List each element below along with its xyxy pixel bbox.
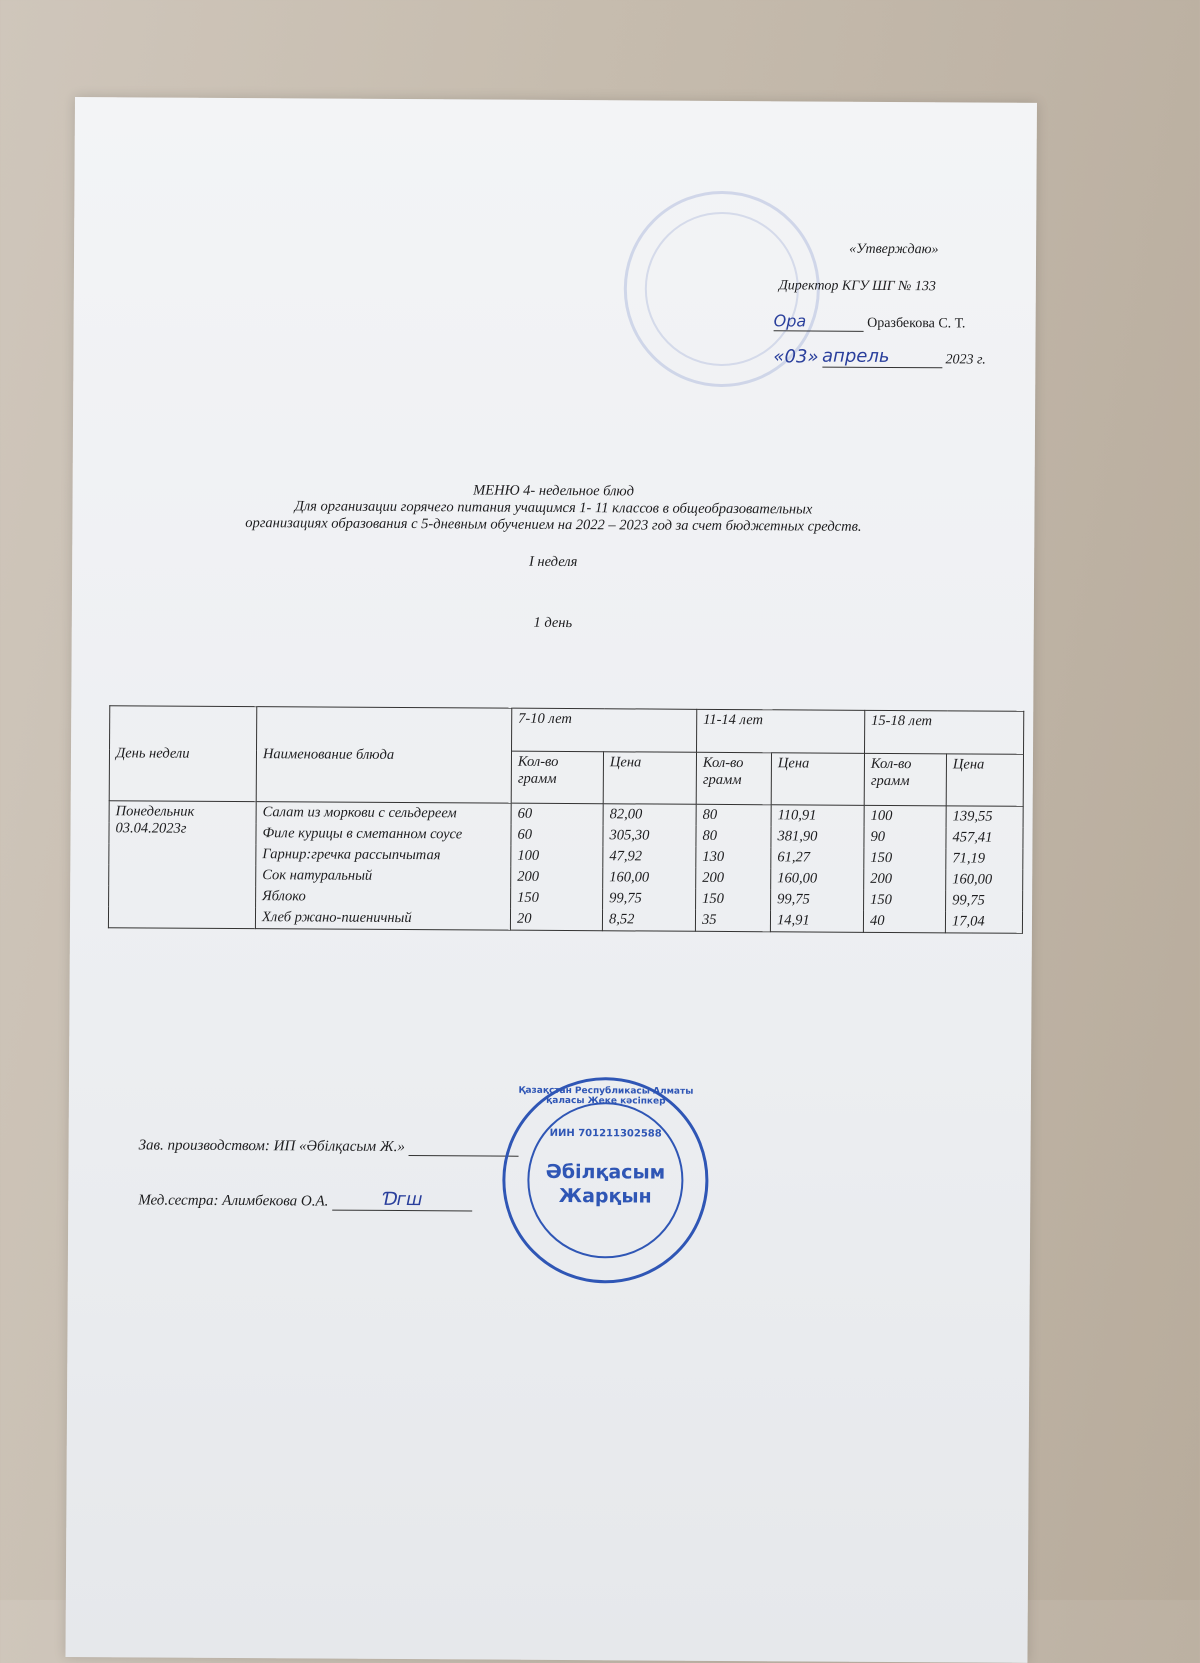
director-name: Оразбекова С. Т. [867,315,966,332]
price-cell: 99,75 [603,888,696,910]
qty-cell: 200 [864,869,946,891]
price-cell: 457,41 [946,827,1023,848]
price-cell: 305,30 [603,825,696,847]
header-age-7-10: 7-10 лет [512,708,697,752]
header-age-11-14: 11-14 лет [697,709,865,753]
dish-name: Хлеб ржано-пшеничный [255,907,510,930]
director-signature: Ора [774,311,864,332]
dish-name: Яблоко [256,886,511,909]
price-cell: 160,00 [603,867,696,889]
qty-cell: 100 [864,805,946,827]
price-cell: 8,52 [602,909,695,931]
qty-cell: 60 [511,825,603,847]
qty-cell: 100 [511,846,603,868]
qty-cell: 40 [863,911,945,933]
day-label: 1 день [533,614,573,632]
price-cell: 47,92 [603,846,696,868]
qty-cell: 130 [696,847,771,868]
price-cell: 71,19 [946,848,1023,869]
header-dish: Наименование блюда [256,707,512,804]
price-cell: 381,90 [771,826,864,848]
price-cell: 82,00 [603,804,696,826]
qty-cell: 150 [696,889,771,910]
qty-cell: 200 [696,868,771,889]
director-position: Директор КГУ ШГ № 133 [778,278,936,295]
header-qty: Кол-во грамм [864,753,946,805]
price-cell: 160,00 [771,868,864,890]
title-line-3: организациях образования с 5-дневным обучением на 2022 – 2023 год за счет бюджетных средств. [245,515,862,535]
price-cell: 139,55 [946,806,1023,828]
qty-cell: 150 [864,848,946,870]
date-month: апрель [822,346,942,369]
menu-table [108,705,1024,934]
title-line-2: Для организации горячего питания учащимся 1- 11 классов в общеобразовательных [294,498,813,518]
header-price: Цена [603,752,696,805]
header-day: День недели [109,706,257,802]
qty-cell: 90 [864,827,946,849]
header-price: Цена [946,754,1023,806]
qty-cell: 200 [511,867,603,889]
price-cell: 110,91 [771,805,864,827]
stamp-name: Әбілқасым Жарқын [545,1160,666,1208]
qty-cell: 150 [511,888,603,910]
approve-label: «Утверждаю» [849,241,939,258]
date-year: 2023 г. [945,352,986,368]
qty-cell: 150 [864,890,946,912]
price-cell: 61,27 [771,847,864,869]
header-qty: Кол-во грамм [696,752,771,804]
dish-name: Гарнир:гречка рассыпчытая [256,844,511,867]
production-signature-row [139,1137,519,1156]
table-row [109,801,1023,828]
entrepreneur-stamp [502,1077,709,1284]
dish-name: Сок натуральный [256,865,511,888]
qty-cell: 80 [696,804,771,826]
week-label: I неделя [528,553,578,571]
stamp-ring-text: Қазақстан Республикасы Алматы қаласы Жеке кәсіпкер [518,1085,694,1107]
nurse: Мед.сестра: Алимбекова О.А. [138,1192,329,1210]
document-title [72,480,1035,635]
document-page [65,97,1037,1663]
qty-cell: 60 [511,803,603,825]
header-price: Цена [771,753,864,806]
day-cell: Понедельник 03.04.2023г [108,801,256,929]
stamp-inn: ИИН 701211302588 [549,1127,662,1140]
dish-name: Филе курицы в сметанном соусе [256,823,511,846]
header-age-15-18: 15-18 лет [865,710,1024,754]
dish-name: Салат из моркови с сельдереем [256,802,511,825]
date-day: «03» [773,346,819,368]
qty-cell: 35 [695,910,770,932]
price-cell: 99,75 [946,890,1023,911]
qty-cell: 80 [696,826,771,847]
nurse-signature-row: Мед.сестра: Алимбекова О.А. Ɗгш [138,1187,472,1211]
price-cell: 17,04 [945,911,1022,933]
production-manager: Зав. производством: ИП «Әбілқасым Ж.» [138,1137,405,1156]
qty-cell: 20 [510,909,602,931]
price-cell: 160,00 [946,869,1023,890]
price-cell: 99,75 [771,889,864,911]
header-qty: Кол-во грамм [511,751,603,804]
title-line-1: МЕНЮ 4- недельное блюд [473,482,635,500]
price-cell: 14,91 [770,910,863,932]
